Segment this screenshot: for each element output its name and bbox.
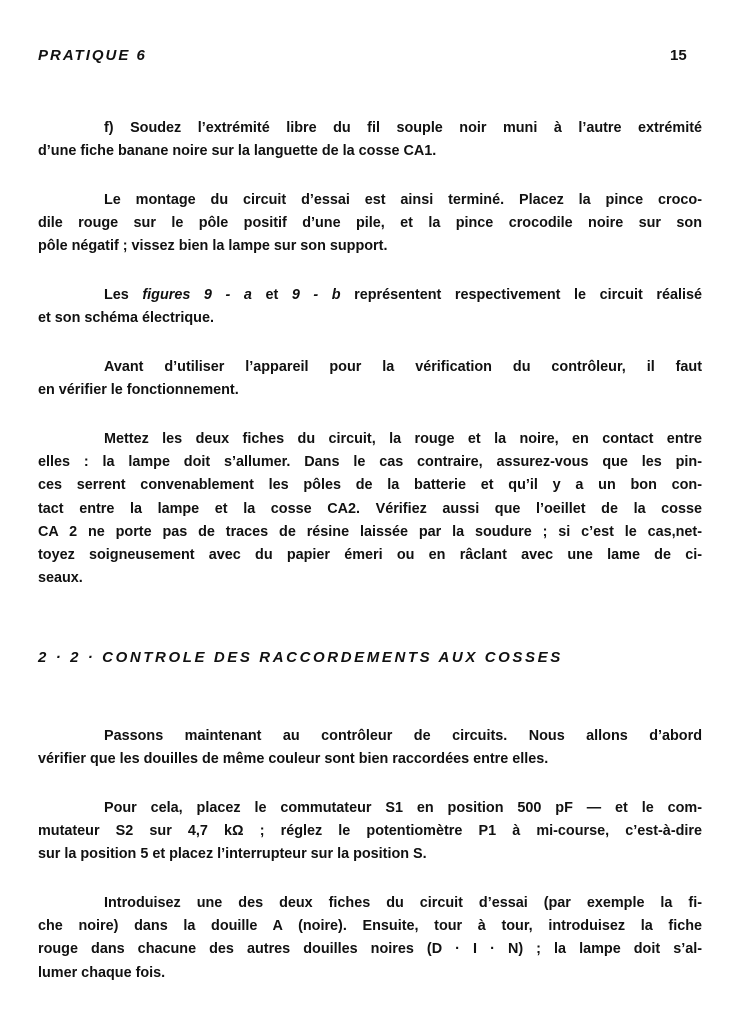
text-line: Le montage du circuit d’essai est ainsi terminé. Placez la pince croco-: [104, 192, 702, 208]
text-line: pôle négatif ; vissez bien la lampe sur son support.: [38, 238, 388, 255]
text-line: Pour cela, placez le commutateur S1 en position 500 pF — et le com-: [104, 800, 702, 816]
text-line: en vérifier le fonctionnement.: [38, 382, 239, 399]
text-line: ces serrent convenablement les pôles de la batterie et qu’il y a un bon con-: [38, 477, 702, 494]
paragraph-introduce: [38, 892, 702, 985]
paragraph-montage: [38, 189, 702, 259]
figure-reference: figures 9 - a: [142, 287, 252, 303]
text-line: Introduisez une des deux fiches du circuit d’essai (par exemple la fi-: [104, 895, 702, 911]
text-line: che noire) dans la douille A (noire). Ensuite, tour à tour, introduisez la fiche: [38, 918, 702, 935]
paragraph-settings: [38, 797, 702, 867]
text-line: toyez soigneusement avec du papier émeri ou en râclant avec une lame de ci-: [38, 547, 702, 564]
text-line: Les figures 9 - a et 9 - b représentent respectivement le circuit réalisé: [104, 287, 702, 303]
text-line: Passons maintenant au contrôleur de circuits. Nous allons d’abord: [104, 728, 702, 744]
figure-reference: 9 - b: [291, 287, 341, 303]
paragraph-contact-test: [38, 428, 702, 590]
paragraph-solder: [38, 117, 702, 163]
section-heading: 2 · 2 · CONTROLE DES RACCORDEMENTS AUX COSSES: [38, 649, 563, 666]
text-line: Mettez les deux fiches du circuit, la rouge et la noire, en contact entre: [104, 431, 702, 447]
text-line: lumer chaque fois.: [38, 964, 166, 981]
text-line: Avant d’utiliser l’appareil pour la vérification du contrôleur, il faut: [104, 359, 702, 375]
text-line: CA 2 ne porte pas de traces de résine laissée par la soudure ; si c’est le cas,net-: [38, 523, 702, 540]
text-line: seaux.: [38, 570, 83, 587]
page-number: 15: [670, 47, 687, 64]
text-line: d’une fiche banane noire sur la languette de la cosse CA1.: [38, 143, 437, 160]
paragraph-passons: [38, 725, 702, 771]
text-line: elles : la lampe doit s’allumer. Dans le cas contraire, assurez-vous que les pin-: [38, 454, 702, 471]
text-line: tact entre la lampe et la cosse CA2. Vérifiez aussi que l’oeillet de la cosse: [38, 500, 702, 517]
text-line: rouge dans chacune des autres douilles noires (D · I · N) ; la lampe doit s’al-: [38, 941, 702, 958]
text-line: f) Soudez l’extrémité libre du fil souple noir muni à l’autre extrémité: [104, 120, 702, 136]
text-line: sur la position 5 et placez l’interrupteur sur la position S.: [38, 846, 427, 863]
text-line: dile rouge sur le pôle positif d’une pile, et la pince crocodile noire sur son: [38, 215, 702, 232]
paragraph-figures: [38, 284, 702, 330]
running-title: PRATIQUE 6: [38, 47, 147, 64]
paragraph-verification: [38, 356, 702, 402]
text-line: mutateur S2 sur 4,7 kΩ ; réglez le potentiomètre P1 à mi-course, c’est-à-dire: [38, 823, 702, 840]
text-line: et son schéma électrique.: [38, 310, 214, 327]
text-line: vérifier que les douilles de même couleur sont bien raccordées entre elles.: [38, 751, 549, 768]
